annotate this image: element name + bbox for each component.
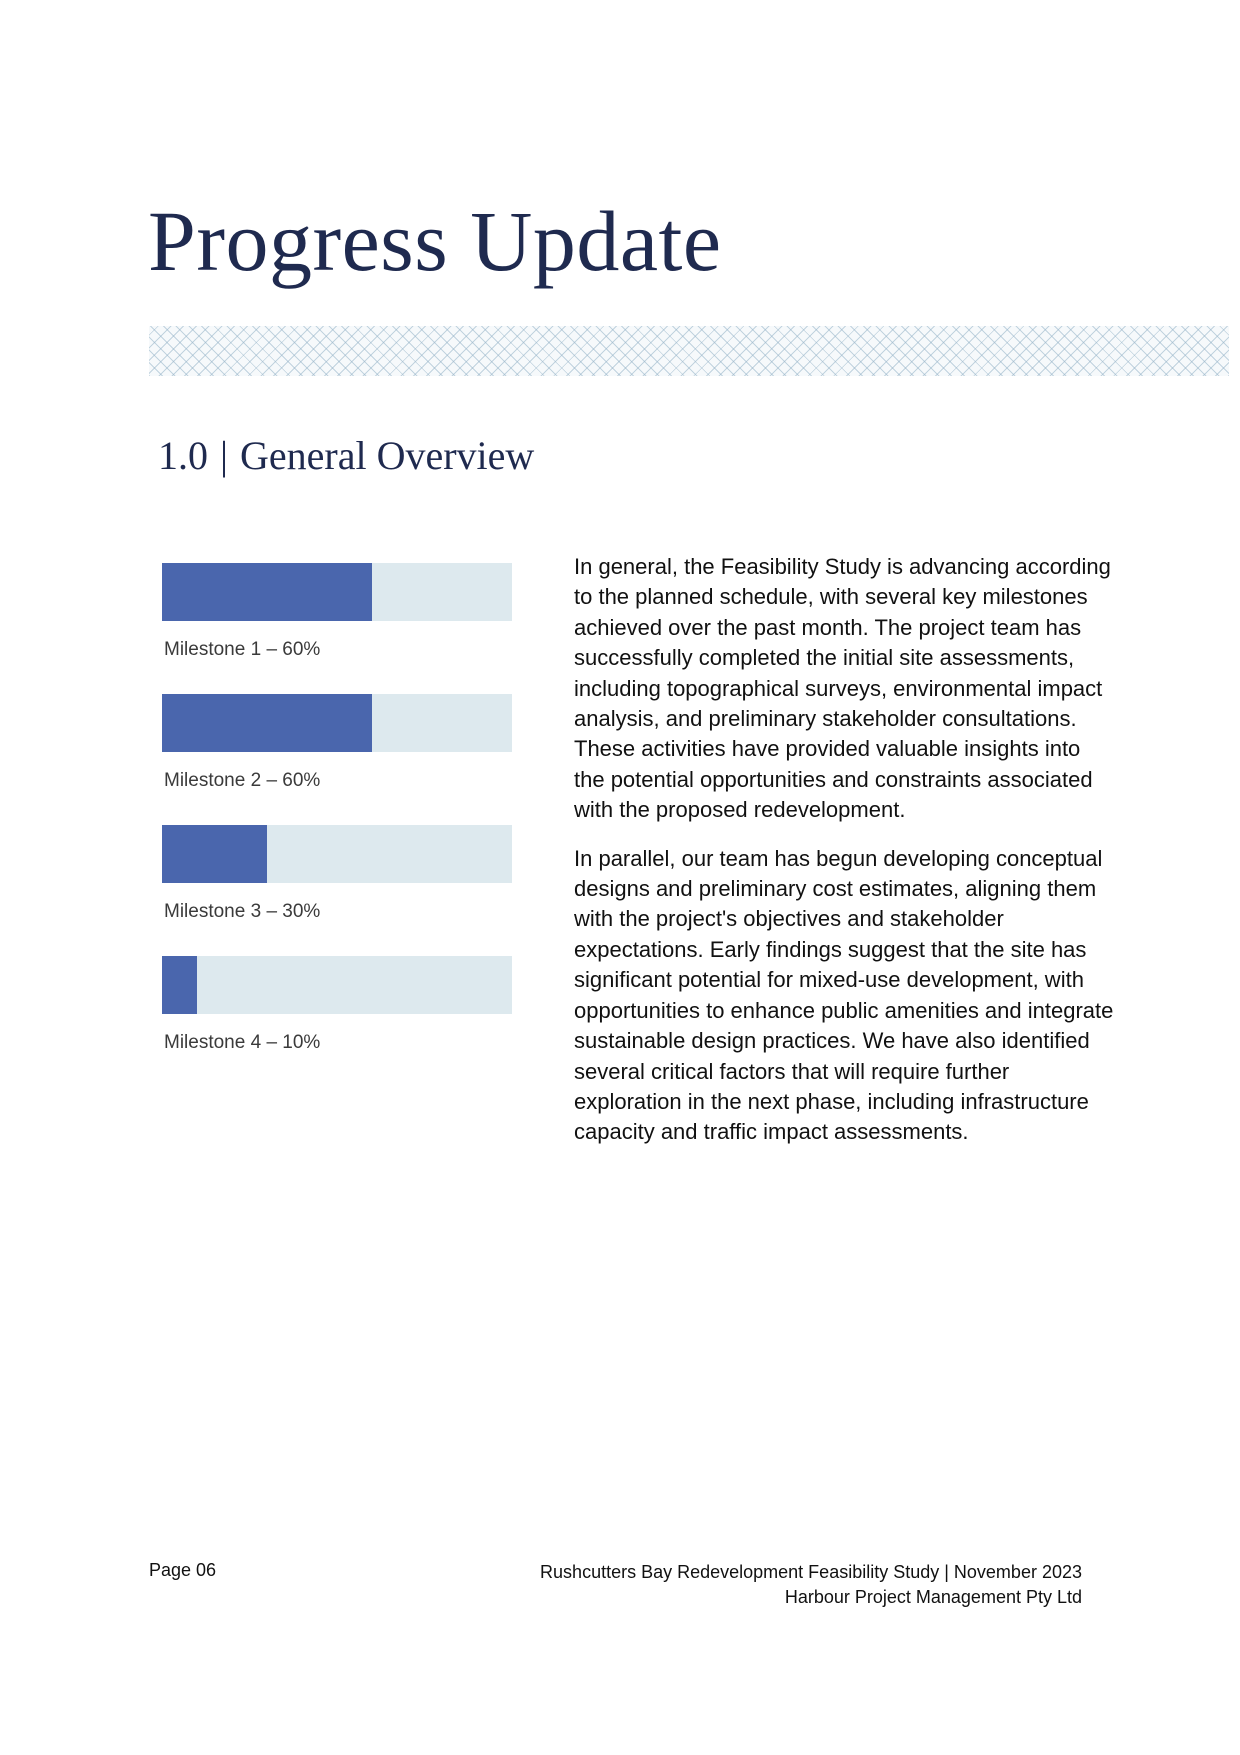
section-heading bbox=[158, 433, 535, 478]
milestone-item bbox=[162, 694, 512, 825]
milestone-progress-list bbox=[162, 563, 512, 1087]
overview-body-text bbox=[574, 552, 1114, 1166]
milestone-item bbox=[162, 956, 512, 1087]
progress-bar-track bbox=[162, 956, 512, 1014]
progress-bar-fill bbox=[162, 694, 372, 752]
paragraph: In parallel, our team has begun developing conceptual designs and preliminary cost estimates, aligning them with the project's objectives and stakeholder expectations. Early findings suggest that the site has significant potential for mixed-use development, with opportunities to enhance public amenities and integrate sustainable design practices. We have also identified several critical factors that will require further exploration in the next phase, including infrastructure capacity and traffic impact assessments. bbox=[574, 845, 1114, 1145]
progress-bar-track bbox=[162, 694, 512, 752]
decorative-pattern-band bbox=[149, 326, 1229, 376]
milestone-label: Milestone 2 – 60% bbox=[164, 770, 321, 791]
milestone-label: Milestone 4 – 10% bbox=[164, 1032, 321, 1053]
progress-bar-track bbox=[162, 563, 512, 621]
milestone-item bbox=[162, 563, 512, 694]
paragraph: In general, the Feasibility Study is advancing according to the planned schedule, with several key milestones achieved over the past month. The project team has successfully completed the initial site assessments, including topographical surveys, environmental impact analysis, and preliminary stakeholder consultations. These activities have provided valuable insights into the potential opportunities and constraints associated with the proposed redevelopment. bbox=[574, 554, 1111, 823]
footer-company: Harbour Project Management Pty Ltd bbox=[784, 1587, 1082, 1607]
footer-page-number: Page 06 bbox=[149, 1560, 217, 1580]
footer-info bbox=[540, 1560, 1082, 1610]
progress-bar-fill bbox=[162, 563, 372, 621]
footer-document-title: Rushcutters Bay Redevelopment Feasibility Study | November 2023 bbox=[540, 1562, 1082, 1582]
section-separator: | bbox=[220, 433, 229, 478]
section-number: 1.0 bbox=[158, 433, 208, 478]
milestone-item bbox=[162, 825, 512, 956]
section-title: General Overview bbox=[240, 433, 535, 478]
milestone-label: Milestone 1 – 60% bbox=[164, 639, 321, 660]
page-title: Progress Update bbox=[148, 193, 722, 289]
progress-bar-fill bbox=[162, 956, 197, 1014]
progress-bar-track bbox=[162, 825, 512, 883]
milestone-label: Milestone 3 – 30% bbox=[164, 901, 321, 922]
progress-bar-fill bbox=[162, 825, 267, 883]
